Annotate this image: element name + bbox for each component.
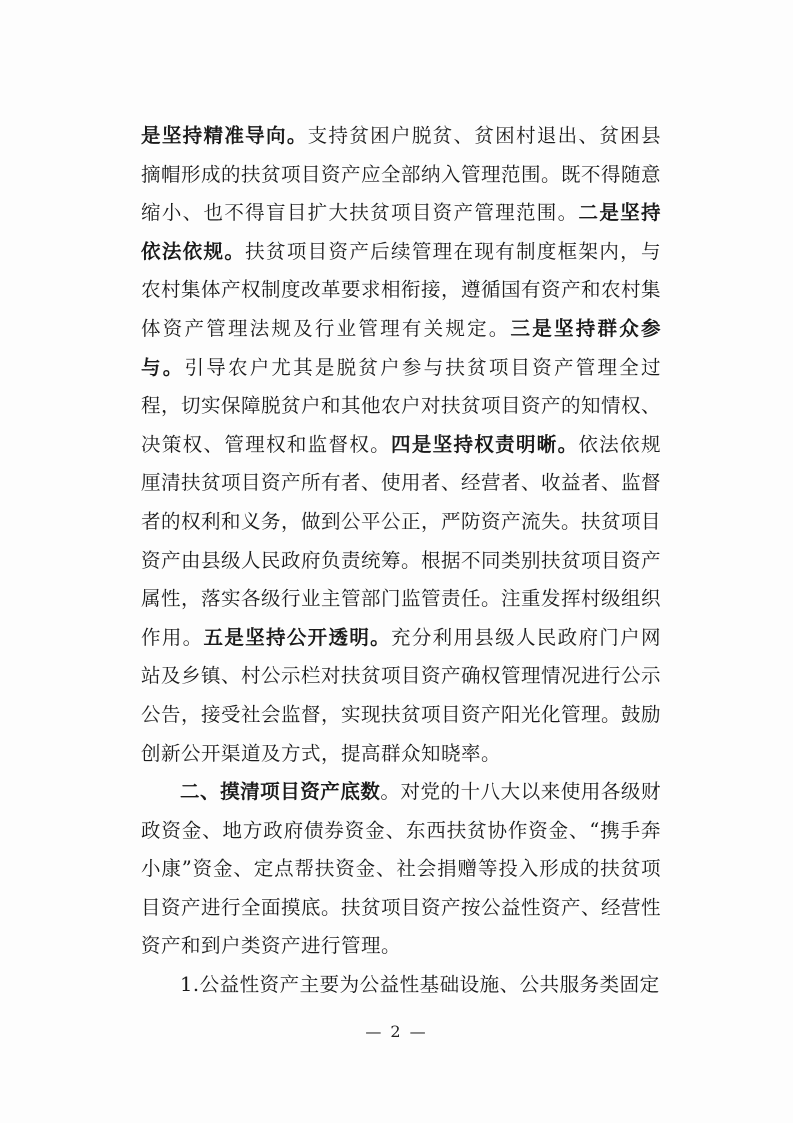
document-body — [141, 117, 661, 1005]
bold-run: 五是坚持公开透明。 — [203, 625, 391, 649]
text-run: 依法依规厘清扶贫项目资产所有者、使用者、经营者、收益者、监督者的权利和义务，做到公平公正，严防资产流失。扶贫项目资产由县级人民政府负责统筹。根据不同类别扶贫项目资产属性，落实各级行业主管部门监管责任。注重发挥村级组织作用。 — [141, 432, 662, 649]
bold-run: 四是坚持权责明晰。 — [390, 432, 579, 456]
bold-run: 二是坚持依法依规。 — [141, 201, 661, 263]
text-run: 充分利用县级人民政府门户网站及乡镇、村公示栏对扶贫项目资产确权管理情况进行公示公告，接受社会监督，实现扶贫项目资产阳光化管理。鼓励创新公开渠道及方式，提高群众知晓率。 — [141, 625, 662, 765]
paragraph-item-one — [141, 966, 661, 1005]
paragraph-principles — [141, 117, 661, 773]
text-run: 1.公益性资产主要为公益性基础设施、公共服务类固定 — [180, 973, 660, 997]
text-run: 支持贫困户脱贫、贫困村退出、贫困县摘帽形成的扶贫项目资产应全部纳入管理范围。既不得随意缩小、也不得盲目扩大扶贫项目资产管理范围。 — [141, 124, 662, 225]
paragraph-section-two — [141, 773, 661, 966]
text-run: 。对党的十八大以来使用各级财政资金、地方政府债券资金、东西扶贫协作资金、“携手奔小康”资金、定点帮扶资金、社会捐赠等投入形成的扶贫项目资产进行全面摸底。扶贫项目资产按公益性资产、经营性资产和到户类资产进行管理。 — [141, 780, 662, 958]
text-run: 扶贫项目资产后续管理在现有制度框架内，与农村集体产权制度改革要求相衔接，遵循国有资产和农村集体资产管理法规及行业管理有关规定。 — [141, 239, 662, 340]
page-number: — 2 — — [365, 1022, 428, 1041]
bold-run: 三是坚持群众参与。 — [141, 316, 661, 379]
text-run: 引导农户尤其是脱贫户参与扶贫项目资产管理全过程，切实保障脱贫户和其他农户对扶贫项目资产的知情权、决策权、管理权和监督权。 — [141, 355, 662, 456]
bold-run: 是坚持精准导向。 — [141, 124, 308, 147]
section-heading: 二、摸清项目资产底数 — [180, 780, 381, 804]
